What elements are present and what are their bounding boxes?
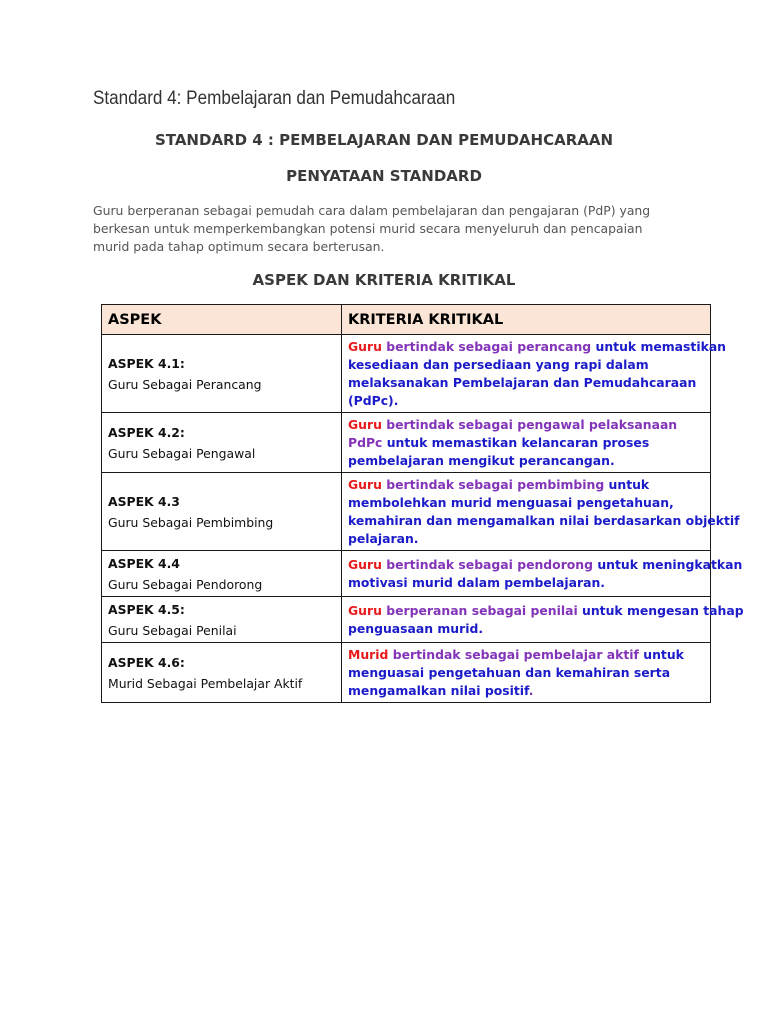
table-row bbox=[102, 551, 711, 597]
aspek-kriteria-table bbox=[101, 304, 744, 703]
kriteria-line bbox=[348, 664, 704, 682]
table-header-row bbox=[102, 305, 711, 335]
kriteria-line bbox=[348, 494, 704, 512]
kriteria-purpose-text: untuk memastikan bbox=[595, 338, 726, 354]
aspek-kriteria-heading: ASPEK DAN KRITERIA KRITIKAL bbox=[252, 271, 516, 289]
kriteria-line bbox=[348, 512, 740, 530]
kriteria-subject-text: Murid bbox=[348, 646, 389, 662]
kriteria-role-text: bertindak sebagai pembimbing bbox=[381, 476, 609, 492]
kriteria-line bbox=[348, 620, 704, 638]
standard-heading: STANDARD 4 : PEMBELAJARAN DAN PEMUDAHCARAAN bbox=[154, 131, 614, 149]
kriteria-cell bbox=[342, 551, 743, 597]
table-row bbox=[102, 643, 711, 703]
kriteria-cell bbox=[342, 413, 711, 473]
aspek-code: ASPEK 4.6: bbox=[108, 654, 185, 670]
kriteria-purpose-text: melaksanakan Pembelajaran dan Pemudahcaraan bbox=[348, 374, 697, 390]
aspek-cell bbox=[102, 473, 342, 551]
kriteria-purpose-text: mengamalkan nilai positif bbox=[348, 682, 529, 698]
kriteria-column-header: KRITERIA KRITIKAL bbox=[342, 305, 711, 335]
aspek-name: Guru Sebagai Pengawal bbox=[108, 445, 256, 461]
kriteria-line bbox=[348, 392, 704, 410]
kriteria-cell bbox=[342, 597, 744, 643]
aspek-name: Guru Sebagai Perancang bbox=[108, 376, 262, 392]
kriteria-purpose-text: membolehkan murid menguasai pengetahuan, bbox=[348, 494, 674, 510]
kriteria-purpose-text: kesediaan dan persediaan yang rapi dalam bbox=[348, 356, 649, 372]
kriteria-subject-text: Guru bbox=[348, 602, 382, 618]
kriteria-purpose-text: menguasai pengetahuan dan kemahiran serta bbox=[348, 664, 671, 680]
aspek-cell bbox=[102, 413, 342, 473]
kriteria-line bbox=[348, 416, 704, 434]
kriteria-line bbox=[348, 602, 744, 620]
kriteria-purpose-text: untuk memastikan kelancaran proses bbox=[382, 434, 650, 450]
kriteria-cell bbox=[342, 643, 711, 703]
aspek-cell bbox=[102, 643, 342, 703]
statement-line: berkesan untuk memperkembangkan potensi murid secara menyeluruh dan pencapaian bbox=[93, 221, 643, 236]
kriteria-role-text: bertindak sebagai pembelajar aktif bbox=[388, 646, 644, 662]
table-row bbox=[102, 413, 711, 473]
kriteria-line bbox=[348, 574, 704, 592]
kriteria-purpose-text: pembelajaran mengikut perancangan. bbox=[348, 452, 615, 468]
kriteria-line bbox=[348, 682, 704, 700]
kriteria-role-text: berperanan sebagai penilai bbox=[381, 602, 583, 618]
kriteria-subject-text: Guru bbox=[348, 476, 382, 492]
kriteria-line bbox=[348, 476, 704, 494]
aspek-name: Guru Sebagai Pembimbing bbox=[108, 514, 274, 530]
kriteria-line bbox=[348, 452, 704, 470]
kriteria-purpose-text: untuk bbox=[643, 646, 684, 662]
aspek-column-header: ASPEK bbox=[102, 305, 342, 335]
aspek-code: ASPEK 4.2: bbox=[108, 424, 185, 440]
statement-line: murid pada tahap optimum secara berterusan. bbox=[93, 239, 385, 254]
aspek-cell bbox=[102, 551, 342, 597]
kriteria-cell bbox=[342, 335, 726, 413]
penyataan-standard-heading: PENYATAAN STANDARD bbox=[286, 167, 482, 185]
kriteria-purpose-text: pelajaran. bbox=[348, 530, 419, 546]
kriteria-role-text: . bbox=[528, 682, 534, 698]
kriteria-subject-text: Guru bbox=[348, 416, 382, 432]
aspek-code: ASPEK 4.3 bbox=[108, 493, 180, 509]
kriteria-purpose-text: motivasi murid dalam pembelajaran. bbox=[348, 574, 605, 590]
aspek-code: ASPEK 4.5: bbox=[108, 601, 185, 617]
table-row bbox=[102, 473, 711, 551]
kriteria-line bbox=[348, 374, 704, 392]
kriteria-subject-text: Guru bbox=[348, 556, 382, 572]
aspek-code: ASPEK 4.1: bbox=[108, 355, 185, 371]
aspek-name: Guru Sebagai Penilai bbox=[108, 622, 237, 638]
kriteria-purpose-text: untuk bbox=[608, 476, 650, 492]
kriteria-role-text: bertindak sebagai pengawal pelaksanaan bbox=[381, 416, 678, 432]
table-row bbox=[102, 597, 711, 643]
kriteria-line bbox=[348, 434, 704, 452]
kriteria-cell bbox=[342, 473, 740, 551]
statement-line: Guru berperanan sebagai pemudah cara dalam pembelajaran dan pengajaran (PdP) yang bbox=[93, 203, 651, 218]
kriteria-line bbox=[348, 356, 704, 374]
kriteria-line bbox=[348, 530, 704, 548]
kriteria-purpose-text: untuk mengesan tahap bbox=[582, 602, 744, 618]
kriteria-purpose-text: kemahiran dan mengamalkan nilai berdasarkan objektif bbox=[348, 512, 740, 528]
aspek-name: Murid Sebagai Pembelajar Aktif bbox=[108, 675, 303, 691]
kriteria-purpose-text: untuk meningkatkan bbox=[597, 556, 743, 572]
aspek-cell bbox=[102, 335, 342, 413]
kriteria-role-text: bertindak sebagai perancang bbox=[381, 338, 596, 354]
kriteria-role-text: PdPc bbox=[348, 434, 383, 450]
aspek-code: ASPEK 4.4 bbox=[108, 555, 180, 571]
aspek-name: Guru Sebagai Pendorong bbox=[108, 576, 263, 592]
kriteria-purpose-text: (PdPc). bbox=[348, 392, 399, 408]
kriteria-line bbox=[348, 556, 743, 574]
kriteria-subject-text: Guru bbox=[348, 338, 382, 354]
standard-statement bbox=[93, 202, 683, 256]
document-title: Standard 4: Pembelajaran dan Pemudahcaraan bbox=[93, 88, 456, 109]
kriteria-purpose-text: penguasaan murid. bbox=[348, 620, 484, 636]
aspek-cell bbox=[102, 597, 342, 643]
kriteria-line bbox=[348, 338, 726, 356]
kriteria-line bbox=[348, 646, 704, 664]
kriteria-role-text: bertindak sebagai pendorong bbox=[381, 556, 598, 572]
table-row bbox=[102, 335, 711, 413]
